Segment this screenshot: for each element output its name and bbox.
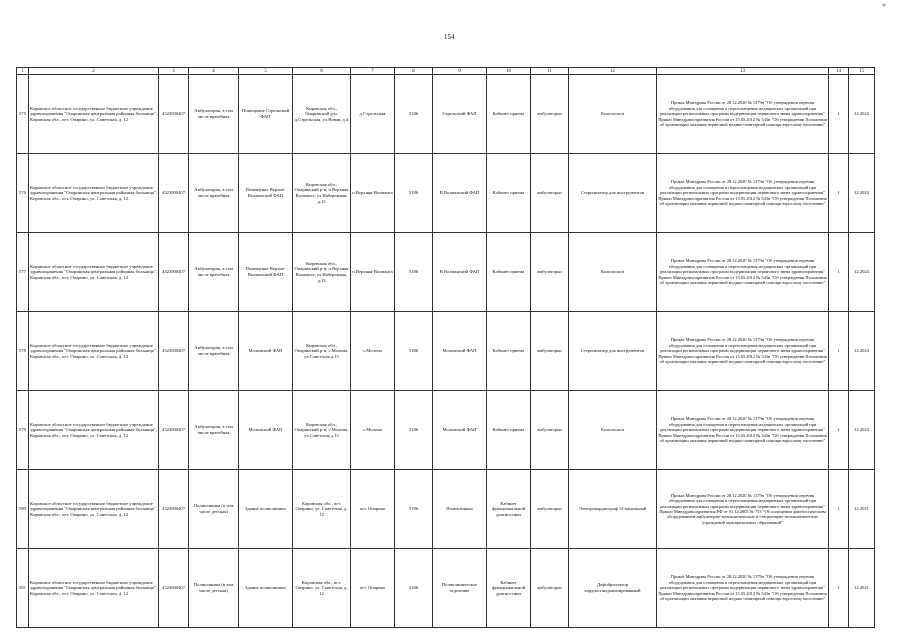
oktmo-code-cell: 5186 — [395, 154, 433, 233]
legal-basis-cell: Приказ Минздрава России от 28.12.2020 № 1379н "Об утверждении перечня оборудования для оснащения и переоснащения медицинских организаций при реализации региональных программ модернизации первичного звена здравоохранения" Приказ Минздравсоцразвития РФ от 01.12.2005 № 753 "Об оснащении диагностическим оборудованием амбулаторно-поликлинических и стационарно-поликлинических учреждений муниципальных образований" — [657, 470, 829, 549]
quantity-cell: 1 — [829, 549, 849, 628]
room-name-cell: Кабинет функциональной диагностики — [487, 549, 531, 628]
quantity-cell: 1 — [829, 470, 849, 549]
inn-cell: 4323000407 — [159, 391, 189, 470]
column-header: 2 — [29, 68, 159, 75]
inn-cell: 4323000407 — [159, 75, 189, 154]
unit-name-cell: Поликлиническое отделение — [433, 549, 487, 628]
due-date-cell: 12.2024 — [849, 233, 875, 312]
room-name-cell: Кабинет функциональной диагностики — [487, 470, 531, 549]
unit-name-cell: Стрельский ФАП — [433, 75, 487, 154]
settlement-cell: с.Молома — [351, 312, 395, 391]
care-form-cell: амбулаторно — [531, 470, 569, 549]
premises-cell: Моломский ФАП — [239, 312, 293, 391]
care-form-cell: амбулаторно — [531, 233, 569, 312]
address-cell: Кировская обл., Опаринский р-н, с.Молома, ул.Советская д.15 — [293, 391, 351, 470]
quantity-cell: 1 — [829, 154, 849, 233]
header-row — [17, 68, 875, 75]
column-header: 8 — [395, 68, 433, 75]
address-cell: Кировская обл., Опаринский р-н, п.Верхняя Волманга, ул.Набережная, д.13 — [293, 154, 351, 233]
column-header: 10 — [487, 68, 531, 75]
settlement-cell: пгт. Опарино — [351, 470, 395, 549]
legal-basis-cell: Приказ Минздрава России от 28.12.2020 № 1379н "Об утверждении перечня оборудования для оснащения и переоснащения медицинских организаций при реализации региональных программ модернизации первичного звена здравоохранения" Приказ Минздравсоцразвития России от 15.05.2012 № 543н "Об утверждении Положения об организации оказания первичной медико-санитарной помощи взрослому населению" — [657, 549, 829, 628]
settlement-cell: д.Стрельская — [351, 75, 395, 154]
equipment-name-cell: Стерилизатор для инструментов — [569, 312, 657, 391]
legal-basis-cell: Приказ Минздрава России от 28.12.2020 № 1379н "Об утверждении перечня оборудования для оснащения и переоснащения медицинских организаций при реализации региональных программ модернизации первичного звена здравоохранения" Приказ Минздравсоцразвития России от 15.05.2012 № 543н "Об утверждении Положения об организации оказания первичной медико-санитарной помощи взрослому населению" — [657, 312, 829, 391]
unit-name-cell: Моломский ФАП — [433, 391, 487, 470]
table-row — [17, 391, 875, 470]
room-name-cell: Кабинет приема — [487, 233, 531, 312]
quantity-cell: 1 — [829, 391, 849, 470]
table-row — [17, 549, 875, 628]
row-number-cell: 575 — [17, 75, 29, 154]
premises-cell: Здание поликлиники — [239, 549, 293, 628]
organization-cell: Кировское областное государственное бюджетное учреждение здравоохранения "Опаринская центральная районная больница", Кировская обл., пгт. Опарино, ул. Советская, д. 12 — [29, 154, 159, 233]
table-body — [17, 75, 875, 628]
room-name-cell: Кабинет приема — [487, 391, 531, 470]
table-row — [17, 470, 875, 549]
due-date-cell: 12.2021 — [849, 549, 875, 628]
inn-cell: 4323000407 — [159, 154, 189, 233]
inn-cell: 4323000407 — [159, 549, 189, 628]
oktmo-code-cell: 5186 — [395, 312, 433, 391]
premises-cell: Помещение Верхне-Волманский ФАП — [239, 154, 293, 233]
column-header: 1 — [17, 68, 29, 75]
facility-type-cell: Поликлиника (в том числе детская) — [189, 549, 239, 628]
address-cell: Кировская обл., пгт. Опарино, ул. Советская, д. 12 — [293, 549, 351, 628]
equipment-name-cell: Кольпоскоп — [569, 233, 657, 312]
column-header: 14 — [829, 68, 849, 75]
column-header: 11 — [531, 68, 569, 75]
column-header: 6 — [293, 68, 351, 75]
settlement-cell: с.Молома — [351, 391, 395, 470]
address-cell: Кировская обл., Опаринский р-н, с.Молома, ул.Советская д.15 — [293, 312, 351, 391]
due-date-cell: 12.2024 — [849, 312, 875, 391]
care-form-cell: амбулаторно — [531, 549, 569, 628]
equipment-name-cell: Кольпоскоп — [569, 75, 657, 154]
inn-cell: 4323000407 — [159, 470, 189, 549]
equipment-name-cell: Дефибриллятор кардиосинхронизированный — [569, 549, 657, 628]
premises-cell: Помещение Верхне-Волманский ФАП — [239, 233, 293, 312]
page-number: 154 — [444, 33, 455, 41]
column-header: 4 — [189, 68, 239, 75]
room-name-cell: Кабинет приема — [487, 312, 531, 391]
care-form-cell: амбулаторно — [531, 154, 569, 233]
legal-basis-cell: Приказ Минздрава России от 28.12.2020 № 1379н "Об утверждении перечня оборудования для оснащения и переоснащения медицинских организаций при реализации региональных программ модернизации первичного звена здравоохранения" Приказ Минздравсоцразвития России от 15.05.2012 № 543н "Об утверждении Положения об организации оказания первичной медико-санитарной помощи взрослому населению" — [657, 75, 829, 154]
quantity-cell: 1 — [829, 233, 849, 312]
column-header: 12 — [569, 68, 657, 75]
legal-basis-cell: Приказ Минздрава России от 28.12.2020 № 1379н "Об утверждении перечня оборудования для оснащения и переоснащения медицинских организаций при реализации региональных программ модернизации первичного звена здравоохранения" Приказ Минздравсоцразвития России от 15.05.2012 № 543н "Об утверждении Положения об организации оказания первичной медико-санитарной помощи взрослому населению" — [657, 154, 829, 233]
equipment-table — [16, 67, 875, 628]
address-cell: Кировская обл., Опаринский р-н, п.Верхняя Волманга, ул.Набережная, д.13 — [293, 233, 351, 312]
facility-type-cell: Поликлиника (в том числе детская) — [189, 470, 239, 549]
equipment-name-cell: Кольпоскоп — [569, 391, 657, 470]
settlement-cell: п.Верхняя-Волманга — [351, 233, 395, 312]
equipment-name-cell: Стерилизатор для инструментов — [569, 154, 657, 233]
legal-basis-cell: Приказ Минздрава России от 28.12.2020 № 1379н "Об утверждении перечня оборудования для оснащения и переоснащения медицинских организаций при реализации региональных программ модернизации первичного звена здравоохранения" Приказ Минздравсоцразвития России от 15.05.2012 № 543н "Об утверждении Положения об организации оказания первичной медико-санитарной помощи взрослому населению" — [657, 391, 829, 470]
table-row — [17, 75, 875, 154]
care-form-cell: амбулаторно — [531, 312, 569, 391]
room-name-cell: Кабинет приема — [487, 75, 531, 154]
address-cell: Кировская обл., Опаринский р-н, д.Стрельская, ул.Новая, д.4 — [293, 75, 351, 154]
inn-cell: 4323000407 — [159, 233, 189, 312]
legal-basis-cell: Приказ Минздрава России от 28.12.2020 № 1379н "Об утверждении перечня оборудования для оснащения и переоснащения медицинских организаций при реализации региональных программ модернизации первичного звена здравоохранения" Приказ Минздравсоцразвития России от 15.05.2012 № 543н "Об утверждении Положения об организации оказания первичной медико-санитарной помощи взрослому населению" — [657, 233, 829, 312]
row-number-cell: 579 — [17, 391, 29, 470]
column-header: 5 — [239, 68, 293, 75]
care-form-cell: амбулаторно — [531, 75, 569, 154]
premises-cell: Здание поликлиники — [239, 470, 293, 549]
row-number-cell: 580 — [17, 470, 29, 549]
facility-type-cell: Амбулатория, в том числе врачебная — [189, 312, 239, 391]
organization-cell: Кировское областное государственное бюджетное учреждение здравоохранения "Опаринская центральная районная больница", Кировская обл., пгт. Опарино, ул. Советская, д. 12 — [29, 549, 159, 628]
premises-cell: Моломский ФАП — [239, 391, 293, 470]
quantity-cell: 1 — [829, 75, 849, 154]
facility-type-cell: Амбулатория, в том числе врачебная — [189, 391, 239, 470]
address-cell: Кировская обл., пгт. Опарино, ул. Советская, д. 12 — [293, 470, 351, 549]
facility-type-cell: Амбулатория, в том числе врачебная — [189, 233, 239, 312]
organization-cell: Кировское областное государственное бюджетное учреждение здравоохранения "Опаринская центральная районная больница", Кировская обл., пгт. Опарино, ул. Советская, д. 12 — [29, 75, 159, 154]
due-date-cell: 12.2024 — [849, 391, 875, 470]
unit-name-cell: В.Волманский ФАП — [433, 233, 487, 312]
settlement-cell: пгт. Опарино — [351, 549, 395, 628]
organization-cell: Кировское областное государственное бюджетное учреждение здравоохранения "Опаринская центральная районная больница", Кировская обл., пгт. Опарино, ул. Советская, д. 12 — [29, 312, 159, 391]
quantity-cell: 1 — [829, 312, 849, 391]
unit-name-cell: Моломский ФАП — [433, 312, 487, 391]
oktmo-code-cell: 5186 — [395, 391, 433, 470]
table-row — [17, 154, 875, 233]
corner-mark: * — [882, 2, 886, 11]
row-number-cell: 578 — [17, 312, 29, 391]
unit-name-cell: Поликлиника — [433, 470, 487, 549]
settlement-cell: п.Верхняя-Волманга — [351, 154, 395, 233]
table-row — [17, 233, 875, 312]
table-row — [17, 312, 875, 391]
organization-cell: Кировское областное государственное бюджетное учреждение здравоохранения "Опаринская центральная районная больница", Кировская обл., пгт. Опарино, ул. Советская, д. 12 — [29, 233, 159, 312]
row-number-cell: 576 — [17, 154, 29, 233]
care-form-cell: амбулаторно — [531, 391, 569, 470]
oktmo-code-cell: 5186 — [395, 75, 433, 154]
equipment-name-cell: Электрокардиограф 12-канальный — [569, 470, 657, 549]
due-date-cell: 12.2021 — [849, 470, 875, 549]
column-header: 15 — [849, 68, 875, 75]
column-header: 9 — [433, 68, 487, 75]
facility-type-cell: Амбулатория, в том числе врачебная — [189, 154, 239, 233]
due-date-cell: 12.2024 — [849, 154, 875, 233]
due-date-cell: 12.2022 — [849, 75, 875, 154]
column-header: 3 — [159, 68, 189, 75]
column-header: 13 — [657, 68, 829, 75]
unit-name-cell: В.Волманский ФАП — [433, 154, 487, 233]
organization-cell: Кировское областное государственное бюджетное учреждение здравоохранения "Опаринская центральная районная больница", Кировская обл., пгт. Опарино, ул. Советская, д. 12 — [29, 391, 159, 470]
oktmo-code-cell: 5186 — [395, 549, 433, 628]
facility-type-cell: Амбулатория, в том числе врачебная — [189, 75, 239, 154]
premises-cell: Помещение Стрельский ФАП — [239, 75, 293, 154]
row-number-cell: 581 — [17, 549, 29, 628]
organization-cell: Кировское областное государственное бюджетное учреждение здравоохранения "Опаринская центральная районная больница", Кировская обл., пгт. Опарино, ул. Советская, д. 12 — [29, 470, 159, 549]
room-name-cell: Кабинет приема — [487, 154, 531, 233]
column-header: 7 — [351, 68, 395, 75]
row-number-cell: 577 — [17, 233, 29, 312]
oktmo-code-cell: 5186 — [395, 233, 433, 312]
inn-cell: 4323000407 — [159, 312, 189, 391]
oktmo-code-cell: 5186 — [395, 470, 433, 549]
